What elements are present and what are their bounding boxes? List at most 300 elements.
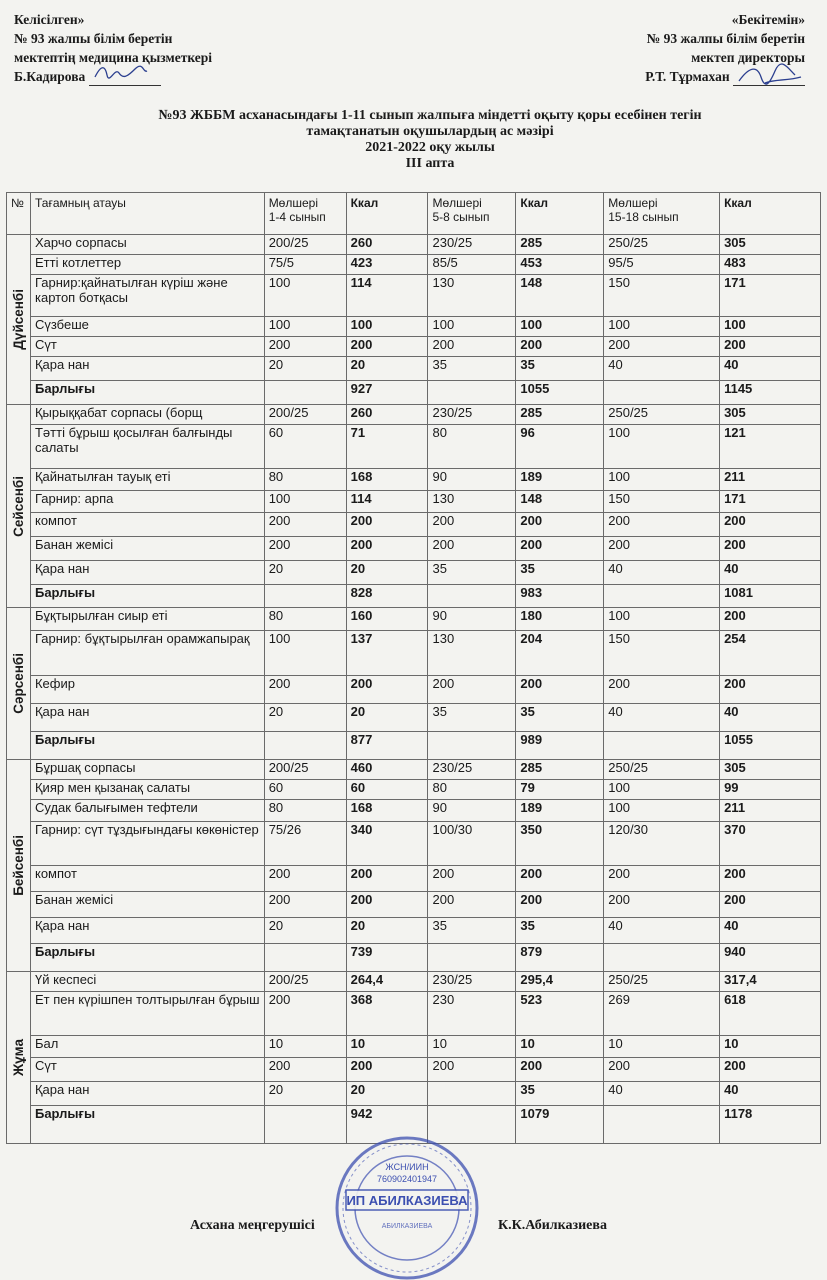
cell-qty1: 80 <box>264 608 346 631</box>
cell-kcal3: 200 <box>720 1058 821 1082</box>
total-kcal-15-18: 1178 <box>720 1106 821 1144</box>
day-name: Жұма <box>10 1038 26 1077</box>
cell-qty2: 100/30 <box>428 822 516 866</box>
total-kcal-1-4: 927 <box>346 381 428 405</box>
cell-kcal2: 350 <box>516 822 604 866</box>
cell-kcal3: 99 <box>720 780 821 800</box>
cell-kcal1: 200 <box>346 866 428 892</box>
cell-kcal2: 35 <box>516 704 604 732</box>
cell-qty1: 75/26 <box>264 822 346 866</box>
cell-qty2: 130 <box>428 275 516 317</box>
cell-kcal3: 200 <box>720 866 821 892</box>
approved-school: № 93 жалпы білім беретін <box>646 31 805 46</box>
cell-kcal2: 285 <box>516 235 604 255</box>
cell-name: Қайнатылған тауық еті <box>30 469 264 491</box>
table-row <box>7 704 821 732</box>
total-label: Барлығы <box>30 1106 264 1144</box>
cell-qty3: 250/25 <box>604 235 720 255</box>
cell-kcal2: 189 <box>516 800 604 822</box>
day-label <box>7 235 31 405</box>
cell-kcal1: 260 <box>346 405 428 425</box>
total-kcal-1-4: 739 <box>346 944 428 972</box>
cell-kcal3: 370 <box>720 822 821 866</box>
day-label <box>7 760 31 972</box>
cell-kcal1: 423 <box>346 255 428 275</box>
footer-position: Асхана меңгерушісі <box>190 1218 315 1233</box>
cell-qty3: 200 <box>604 513 720 537</box>
cell-qty1: 200 <box>264 866 346 892</box>
cell-kcal2: 200 <box>516 1058 604 1082</box>
cell-kcal2: 35 <box>516 1082 604 1106</box>
cell-qty2: 90 <box>428 800 516 822</box>
cell-qty2: 200 <box>428 1058 516 1082</box>
menu-table <box>6 192 821 1144</box>
cell-kcal2: 100 <box>516 317 604 337</box>
cell-kcal2: 79 <box>516 780 604 800</box>
cell-qty2: 80 <box>428 780 516 800</box>
cell-kcal3: 171 <box>720 275 821 317</box>
cell-kcal1: 20 <box>346 1082 428 1106</box>
cell-kcal2: 200 <box>516 676 604 704</box>
cell-qty1: 10 <box>264 1036 346 1058</box>
cell-kcal1: 100 <box>346 317 428 337</box>
cell-kcal2: 35 <box>516 357 604 381</box>
cell-kcal1: 20 <box>346 704 428 732</box>
table-row <box>7 235 821 255</box>
title-line-4: III апта <box>405 156 455 171</box>
cell-kcal1: 71 <box>346 425 428 469</box>
empty-cell <box>264 381 346 405</box>
cell-qty1: 200/25 <box>264 405 346 425</box>
cell-qty2: 130 <box>428 491 516 513</box>
cell-name: Харчо сорпасы <box>30 235 264 255</box>
table-row <box>7 992 821 1036</box>
cell-qty2: 200 <box>428 676 516 704</box>
cell-qty2: 200 <box>428 337 516 357</box>
cell-qty2: 35 <box>428 357 516 381</box>
cell-name: Қара нан <box>30 357 264 381</box>
cell-qty3: 250/25 <box>604 405 720 425</box>
cell-qty3: 100 <box>604 800 720 822</box>
cell-name: Үй кеспесі <box>30 972 264 992</box>
cell-kcal1: 168 <box>346 800 428 822</box>
total-label: Барлығы <box>30 585 264 608</box>
cell-qty3: 40 <box>604 918 720 944</box>
empty-cell <box>264 944 346 972</box>
cell-qty2: 10 <box>428 1036 516 1058</box>
cell-kcal1: 260 <box>346 235 428 255</box>
approval-agreed-block <box>14 10 212 86</box>
cell-name: Сүт <box>30 1058 264 1082</box>
cell-name: Етті котлеттер <box>30 255 264 275</box>
cell-name: Қара нан <box>30 918 264 944</box>
agreed-role: мектептің медицина қызметкері <box>14 50 213 65</box>
cell-kcal3: 200 <box>720 676 821 704</box>
table-row <box>7 918 821 944</box>
cell-qty2: 35 <box>428 561 516 585</box>
approval-approved-block <box>645 10 805 86</box>
empty-cell <box>264 585 346 608</box>
total-kcal-5-8: 1079 <box>516 1106 604 1144</box>
cell-name: Ет пен күрішпен толтырылған бұрыш <box>30 992 264 1036</box>
day-name: Сейсенбі <box>10 475 26 537</box>
table-row <box>7 676 821 704</box>
table-row <box>7 866 821 892</box>
cell-qty1: 60 <box>264 780 346 800</box>
empty-cell <box>264 732 346 760</box>
total-row <box>7 381 821 405</box>
cell-name: Сүзбеше <box>30 317 264 337</box>
table-row <box>7 822 821 866</box>
cell-qty2 <box>428 1082 516 1106</box>
total-label: Барлығы <box>30 732 264 760</box>
cell-qty1: 20 <box>264 1082 346 1106</box>
cell-kcal3: 211 <box>720 469 821 491</box>
cell-qty3: 100 <box>604 425 720 469</box>
cell-qty2: 230 <box>428 992 516 1036</box>
title-line-2: тамақтанатын оқушылардың ас мәзірі <box>306 124 554 139</box>
total-label: Барлығы <box>30 944 264 972</box>
agreed-school: № 93 жалпы білім беретін <box>14 31 173 46</box>
cell-kcal2: 35 <box>516 561 604 585</box>
cell-kcal1: 200 <box>346 513 428 537</box>
table-row <box>7 1036 821 1058</box>
cell-qty2: 100 <box>428 317 516 337</box>
cell-kcal3: 100 <box>720 317 821 337</box>
cell-kcal1: 200 <box>346 1058 428 1082</box>
cell-kcal1: 200 <box>346 676 428 704</box>
table-row <box>7 317 821 337</box>
total-row <box>7 732 821 760</box>
col-no: № <box>7 193 31 235</box>
cell-qty2: 230/25 <box>428 972 516 992</box>
cell-kcal2: 200 <box>516 866 604 892</box>
table-row <box>7 892 821 918</box>
cell-kcal1: 340 <box>346 822 428 866</box>
cell-kcal1: 200 <box>346 537 428 561</box>
cell-kcal2: 453 <box>516 255 604 275</box>
col-name: Тағамның атауы <box>30 193 264 235</box>
cell-name: Банан жемісі <box>30 892 264 918</box>
cell-qty2: 200 <box>428 892 516 918</box>
signature-left <box>89 71 161 86</box>
cell-kcal2: 180 <box>516 608 604 631</box>
cell-kcal3: 305 <box>720 405 821 425</box>
cell-kcal3: 618 <box>720 992 821 1036</box>
cell-kcal2: 10 <box>516 1036 604 1058</box>
total-row <box>7 585 821 608</box>
cell-kcal2: 200 <box>516 337 604 357</box>
cell-kcal1: 264,4 <box>346 972 428 992</box>
cell-qty2: 90 <box>428 469 516 491</box>
cell-qty2: 80 <box>428 425 516 469</box>
cell-kcal3: 200 <box>720 513 821 537</box>
cell-name: Сүт <box>30 337 264 357</box>
day-name: Бейсенбі <box>10 835 26 896</box>
cell-qty3: 100 <box>604 317 720 337</box>
empty-cell <box>428 944 516 972</box>
cell-name: компот <box>30 513 264 537</box>
table-row <box>7 1082 821 1106</box>
cell-kcal1: 460 <box>346 760 428 780</box>
cell-kcal1: 20 <box>346 918 428 944</box>
cell-name: Судак балығымен тефтели <box>30 800 264 822</box>
empty-cell <box>604 732 720 760</box>
cell-kcal2: 523 <box>516 992 604 1036</box>
table-row <box>7 608 821 631</box>
cell-kcal2: 35 <box>516 918 604 944</box>
cell-qty1: 200 <box>264 513 346 537</box>
cell-qty2: 90 <box>428 608 516 631</box>
cell-kcal1: 137 <box>346 631 428 676</box>
cell-kcal1: 200 <box>346 337 428 357</box>
cell-kcal3: 305 <box>720 235 821 255</box>
title-line-3: 2021-2022 оқу жылы <box>365 140 495 155</box>
table-row <box>7 405 821 425</box>
cell-qty3: 95/5 <box>604 255 720 275</box>
cell-qty2: 230/25 <box>428 760 516 780</box>
cell-qty3: 200 <box>604 337 720 357</box>
cell-name: Қара нан <box>30 1082 264 1106</box>
cell-qty1: 200/25 <box>264 760 346 780</box>
cell-kcal3: 40 <box>720 918 821 944</box>
cell-kcal2: 204 <box>516 631 604 676</box>
cell-name: Бал <box>30 1036 264 1058</box>
cell-qty1: 100 <box>264 275 346 317</box>
cell-qty3: 40 <box>604 1082 720 1106</box>
total-kcal-1-4: 942 <box>346 1106 428 1144</box>
cell-qty3: 200 <box>604 676 720 704</box>
cell-kcal1: 200 <box>346 892 428 918</box>
cell-kcal1: 114 <box>346 275 428 317</box>
cell-qty1: 200 <box>264 1058 346 1082</box>
cell-qty2: 85/5 <box>428 255 516 275</box>
cell-name: Қара нан <box>30 561 264 585</box>
total-kcal-5-8: 989 <box>516 732 604 760</box>
cell-kcal3: 171 <box>720 491 821 513</box>
cell-qty1: 200 <box>264 676 346 704</box>
cell-qty3: 100 <box>604 780 720 800</box>
cell-kcal3: 10 <box>720 1036 821 1058</box>
agreed-label: Келісілген» <box>14 12 85 27</box>
total-kcal-5-8: 1055 <box>516 381 604 405</box>
cell-name: Гарнир:қайнатылған күріш және картоп ботқасы <box>30 275 264 317</box>
cell-qty3: 250/25 <box>604 972 720 992</box>
signature-right <box>733 71 805 86</box>
cell-kcal3: 40 <box>720 1082 821 1106</box>
total-kcal-1-4: 828 <box>346 585 428 608</box>
day-label <box>7 608 31 760</box>
cell-qty1: 20 <box>264 704 346 732</box>
day-name: Сәрсенбі <box>10 653 26 714</box>
cell-qty3: 150 <box>604 491 720 513</box>
cell-qty3: 40 <box>604 704 720 732</box>
cell-kcal2: 285 <box>516 760 604 780</box>
cell-qty1: 200 <box>264 992 346 1036</box>
cell-qty3: 269 <box>604 992 720 1036</box>
total-kcal-15-18: 1055 <box>720 732 821 760</box>
table-row <box>7 357 821 381</box>
agreed-person: Б.Кадирова <box>14 69 86 84</box>
cell-kcal3: 483 <box>720 255 821 275</box>
table-row <box>7 255 821 275</box>
cell-kcal3: 211 <box>720 800 821 822</box>
cell-qty3: 200 <box>604 537 720 561</box>
col-qty-5-8: Мөлшері 5-8 сынып <box>428 193 516 235</box>
cell-qty1: 20 <box>264 561 346 585</box>
cell-qty2: 35 <box>428 704 516 732</box>
cell-qty3: 40 <box>604 561 720 585</box>
cell-kcal2: 148 <box>516 491 604 513</box>
cell-kcal2: 200 <box>516 537 604 561</box>
total-kcal-15-18: 1145 <box>720 381 821 405</box>
table-row <box>7 537 821 561</box>
cell-kcal3: 121 <box>720 425 821 469</box>
total-row <box>7 944 821 972</box>
stamp-id-label: ЖСН/ИИН <box>385 1162 429 1172</box>
cell-qty3: 100 <box>604 469 720 491</box>
cell-qty1: 20 <box>264 357 346 381</box>
official-stamp <box>318 1130 496 1280</box>
cell-qty3: 40 <box>604 357 720 381</box>
table-row <box>7 780 821 800</box>
cell-kcal3: 40 <box>720 704 821 732</box>
cell-kcal1: 10 <box>346 1036 428 1058</box>
total-kcal-15-18: 940 <box>720 944 821 972</box>
cell-qty3: 200 <box>604 892 720 918</box>
total-kcal-15-18: 1081 <box>720 585 821 608</box>
cell-kcal1: 60 <box>346 780 428 800</box>
cell-kcal2: 200 <box>516 892 604 918</box>
cell-qty1: 200 <box>264 337 346 357</box>
cell-kcal3: 40 <box>720 561 821 585</box>
day-name: Дүйсенбі <box>10 289 26 350</box>
cell-kcal1: 114 <box>346 491 428 513</box>
cell-name: Бұқтырылған сиыр еті <box>30 608 264 631</box>
cell-kcal1: 160 <box>346 608 428 631</box>
cell-qty3: 100 <box>604 608 720 631</box>
cell-kcal3: 200 <box>720 608 821 631</box>
cell-qty3: 120/30 <box>604 822 720 866</box>
table-row <box>7 275 821 317</box>
cell-kcal2: 285 <box>516 405 604 425</box>
cell-kcal1: 168 <box>346 469 428 491</box>
cell-name: Гарнир: бұқтырылған орамжапырақ <box>30 631 264 676</box>
cell-kcal2: 148 <box>516 275 604 317</box>
col-qty-1-4: Мөлшері 1-4 сынып <box>264 193 346 235</box>
cell-qty1: 100 <box>264 631 346 676</box>
cell-qty1: 200/25 <box>264 972 346 992</box>
table-row <box>7 800 821 822</box>
cell-qty1: 75/5 <box>264 255 346 275</box>
table-row <box>7 425 821 469</box>
cell-qty1: 200 <box>264 537 346 561</box>
table-row <box>7 631 821 676</box>
cell-kcal1: 368 <box>346 992 428 1036</box>
cell-qty1: 100 <box>264 491 346 513</box>
approved-person: Р.Т. Тұрмахан <box>645 69 730 84</box>
cell-qty3: 150 <box>604 631 720 676</box>
svg-text:АБИЛКАЗИЕВА: АБИЛКАЗИЕВА <box>381 1223 433 1230</box>
table-row <box>7 760 821 780</box>
cell-qty2: 130 <box>428 631 516 676</box>
table-header-row <box>7 193 821 235</box>
document-title <box>40 108 820 172</box>
cell-kcal1: 20 <box>346 357 428 381</box>
cell-qty1: 80 <box>264 800 346 822</box>
cell-qty1: 200/25 <box>264 235 346 255</box>
stamp-center-text: ИП АБИЛКАЗИЕВА <box>346 1193 468 1208</box>
cell-qty2: 200 <box>428 513 516 537</box>
total-kcal-5-8: 879 <box>516 944 604 972</box>
cell-name: Банан жемісі <box>30 537 264 561</box>
total-label: Барлығы <box>30 381 264 405</box>
cell-name: Тәтті бұрыш қосылған балғынды салаты <box>30 425 264 469</box>
table-row <box>7 1058 821 1082</box>
cell-qty3: 250/25 <box>604 760 720 780</box>
title-line-1: №93 ЖББМ асханасындағы 1-11 сынып жалпыға міндетті оқыту қоры есебінен тегін <box>158 108 702 123</box>
empty-cell <box>428 732 516 760</box>
col-kcal-15-18: Ккал <box>720 193 821 235</box>
cell-name: Гарнир: сүт тұздығындағы көкөністер <box>30 822 264 866</box>
col-qty-15-18: Мөлшері 15-18 сынып <box>604 193 720 235</box>
table-row <box>7 513 821 537</box>
cell-kcal2: 295,4 <box>516 972 604 992</box>
cell-kcal3: 254 <box>720 631 821 676</box>
cell-qty1: 100 <box>264 317 346 337</box>
total-kcal-5-8: 983 <box>516 585 604 608</box>
cell-qty3: 200 <box>604 866 720 892</box>
cell-qty3: 150 <box>604 275 720 317</box>
total-kcal-1-4: 877 <box>346 732 428 760</box>
cell-qty2: 230/25 <box>428 405 516 425</box>
cell-kcal3: 317,4 <box>720 972 821 992</box>
cell-qty2: 35 <box>428 918 516 944</box>
table-row <box>7 491 821 513</box>
empty-cell <box>604 944 720 972</box>
cell-qty1: 200 <box>264 892 346 918</box>
cell-qty3: 10 <box>604 1036 720 1058</box>
col-kcal-5-8: Ккал <box>516 193 604 235</box>
cell-name: Қырыққабат сорпасы (борщ <box>30 405 264 425</box>
cell-kcal3: 200 <box>720 337 821 357</box>
empty-cell <box>604 585 720 608</box>
cell-kcal3: 200 <box>720 537 821 561</box>
cell-qty2: 200 <box>428 537 516 561</box>
cell-kcal3: 200 <box>720 892 821 918</box>
day-label <box>7 972 31 1144</box>
col-kcal-1-4: Ккал <box>346 193 428 235</box>
cell-qty2: 230/25 <box>428 235 516 255</box>
cell-kcal2: 200 <box>516 513 604 537</box>
empty-cell <box>428 585 516 608</box>
empty-cell <box>604 1106 720 1144</box>
cell-kcal1: 20 <box>346 561 428 585</box>
day-label <box>7 405 31 608</box>
cell-name: Қияр мен қызанақ салаты <box>30 780 264 800</box>
cell-qty3: 200 <box>604 1058 720 1082</box>
approved-role: мектеп директоры <box>691 50 805 65</box>
cell-qty1: 80 <box>264 469 346 491</box>
stamp-id: 760902401947 <box>376 1174 438 1184</box>
table-row <box>7 469 821 491</box>
cell-kcal2: 189 <box>516 469 604 491</box>
table-row <box>7 561 821 585</box>
empty-cell <box>604 381 720 405</box>
cell-name: Кефир <box>30 676 264 704</box>
cell-qty2: 200 <box>428 866 516 892</box>
cell-qty1: 60 <box>264 425 346 469</box>
